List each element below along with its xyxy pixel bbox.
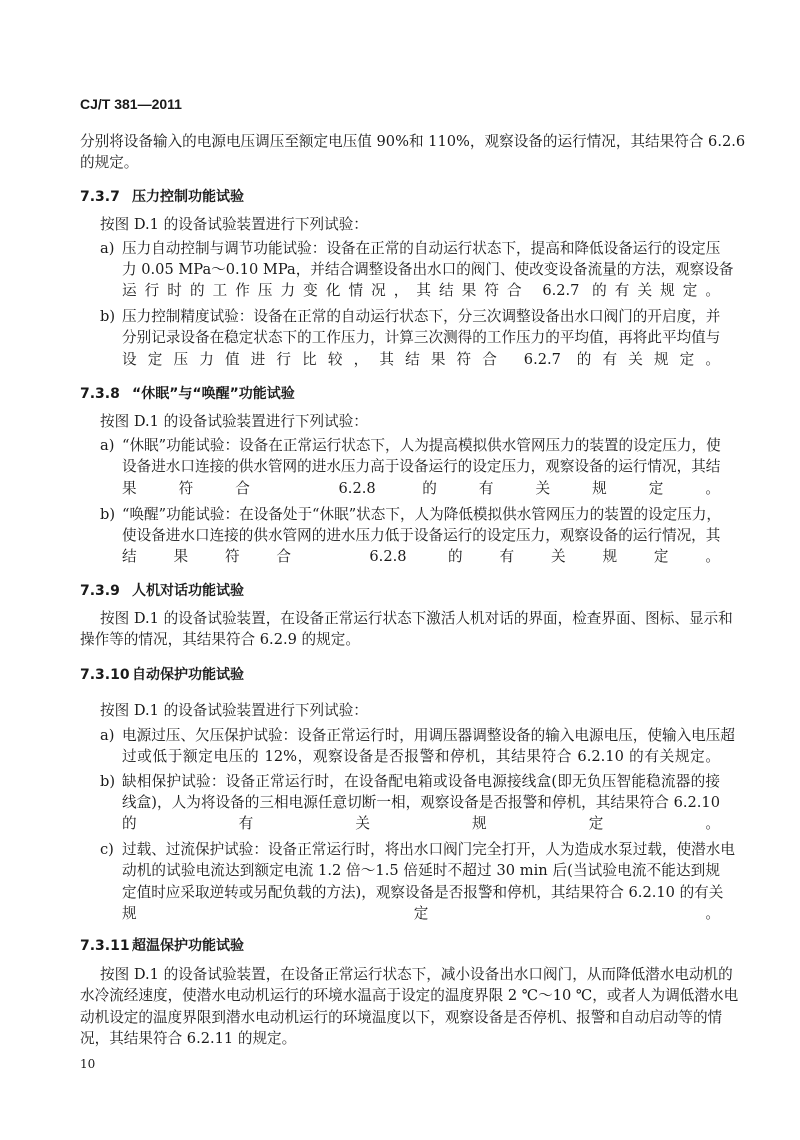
lead-line: 按图 D.1 的设备试验装置进行下列试验： [100, 216, 368, 233]
item-line: 分别记录设备在稳定状态下的工作压力，计算三次测得的工作压力的平均值，再将此平均值与 [122, 329, 721, 346]
item-label: b) [100, 773, 116, 790]
document-code-header: CJ/T 381—2011 [80, 96, 182, 112]
section-number: 7.3.7 [80, 189, 120, 205]
item-line: 运行时的工作压力变化情况，其结果符合 6.2.7 的有关规定。 [122, 282, 720, 299]
item-label: b) [100, 308, 116, 325]
paragraph-line: 动机设定的温度界限到潜水电动机运行的环境温度以下，观察设备是否停机、报警和自动启动等的情 [80, 1009, 723, 1026]
item-line: 果符合 6.2.8 的有关规定。 [122, 480, 720, 497]
section-heading-7-3-10 [80, 665, 244, 685]
section-number: 7.3.10 [80, 667, 130, 683]
item-line: 过载、过流保护试验：设备正常运行时，将出水口阀门完全打开，人为造成水泵过载，使潜水电 [122, 841, 735, 858]
item-line: “唤醒”功能试验：在设备处于“休眠”状态下，人为降低模拟供水管网压力的装置的设定压力， [122, 506, 722, 523]
paragraph-line: 按图 D.1 的设备试验装置，在设备正常运行状态下激活人机对话的界面，检查界面、图标、显示和 [100, 610, 733, 627]
section-heading-7-3-9 [80, 581, 244, 601]
section-heading-7-3-8 [80, 384, 295, 404]
item-line: 压力自动控制与调节功能试验：设备在正常的自动运行状态下，提高和降低设备运行的设定压 [122, 240, 721, 257]
item-line: 动机的试验电流达到额定电流 1.2 倍～1.5 倍延时不超过 30 min 后(当试验电流不能达到规 [122, 862, 720, 879]
item-line: 过或低于额定电压的 12%，观察设备是否报警和停机，其结果符合 6.2.10 的有关规定。 [122, 748, 720, 765]
page-number: 10 [80, 1057, 96, 1071]
paragraph-line: 况，其结果符合 6.2.11 的规定。 [80, 1030, 297, 1047]
item-line: 结果符合 6.2.8 的有关规定。 [122, 548, 720, 565]
paragraph-line: 的规定。 [80, 154, 139, 171]
item-line: 线盒)，人为将设备的三相电源任意切断一相，观察设备是否报警和停机，其结果符合 6.2.10 [122, 794, 720, 811]
item-line: 的有关规定。 [122, 815, 720, 832]
item-line: 定值时应采取逆转或另配负载的方法)，观察设备是否报警和停机，其结果符合 6.2.10 的有关 [122, 884, 724, 901]
paragraph-line: 水冷流经速度，使潜水电动机运行的环境水温高于设定的温度界限 2 ℃～10 ℃，或者人为调低潜水电 [80, 987, 739, 1004]
item-label: a) [100, 240, 115, 257]
section-title: “休眠”与“唤醒”功能试验 [132, 386, 295, 402]
item-line: 压力控制精度试验：设备在正常的自动运行状态下，分三次调整设备出水口阀门的开启度，并 [122, 308, 721, 325]
item-line: 规定。 [122, 905, 720, 922]
item-label: a) [100, 437, 115, 454]
section-title: 压力控制功能试验 [132, 189, 244, 205]
item-line: “休眠”功能试验：设备在正常运行状态下，人为提高模拟供水管网压力的装置的设定压力，使 [122, 437, 721, 454]
section-number: 7.3.9 [80, 583, 120, 599]
section-title: 超温保护功能试验 [132, 938, 244, 954]
paragraph-line: 按图 D.1 的设备试验装置，在设备正常运行状态下，减小设备出水口阀门，从而降低潜水电动机的 [100, 966, 733, 983]
lead-line: 按图 D.1 的设备试验装置进行下列试验： [100, 413, 368, 430]
item-label: a) [100, 727, 115, 744]
item-line: 设定压力值进行比较，其结果符合 6.2.7 的有关规定。 [122, 351, 720, 368]
section-heading-7-3-7 [80, 187, 244, 207]
item-line: 电源过压、欠压保护试验：设备正常运行时，用调压器调整设备的输入电源电压，使输入电压超 [122, 727, 735, 744]
item-line: 设备进水口连接的供水管网的进水压力高于设备运行的设定压力，观察设备的运行情况，其结 [122, 458, 721, 475]
section-heading-7-3-11 [80, 936, 244, 956]
item-line: 缺相保护试验：设备正常运行时，在设备配电箱或设备电源接线盒(即无负压智能稳流器的接 [122, 773, 720, 790]
section-number: 7.3.11 [80, 938, 130, 954]
paragraph-line: 操作等的情况，其结果符合 6.2.9 的规定。 [80, 631, 360, 648]
item-label: c) [100, 841, 114, 858]
section-number: 7.3.8 [80, 386, 120, 402]
paragraph-line: 分别将设备输入的电源电压调压至额定电压值 90%和 110%，观察设备的运行情况，其结果符合 6.2.6 [80, 133, 746, 150]
section-title: 自动保护功能试验 [132, 667, 244, 683]
item-label: b) [100, 506, 116, 523]
lead-line: 按图 D.1 的设备试验装置进行下列试验： [100, 702, 368, 719]
section-title: 人机对话功能试验 [132, 583, 244, 599]
item-line: 力 0.05 MPa～0.10 MPa，并结合调整设备出水口的阀门、使改变设备流量的方法，观察设备 [122, 261, 734, 278]
item-line: 使设备进水口连接的供水管网的进水压力低于设备运行的设定压力，观察设备的运行情况，其 [122, 527, 721, 544]
